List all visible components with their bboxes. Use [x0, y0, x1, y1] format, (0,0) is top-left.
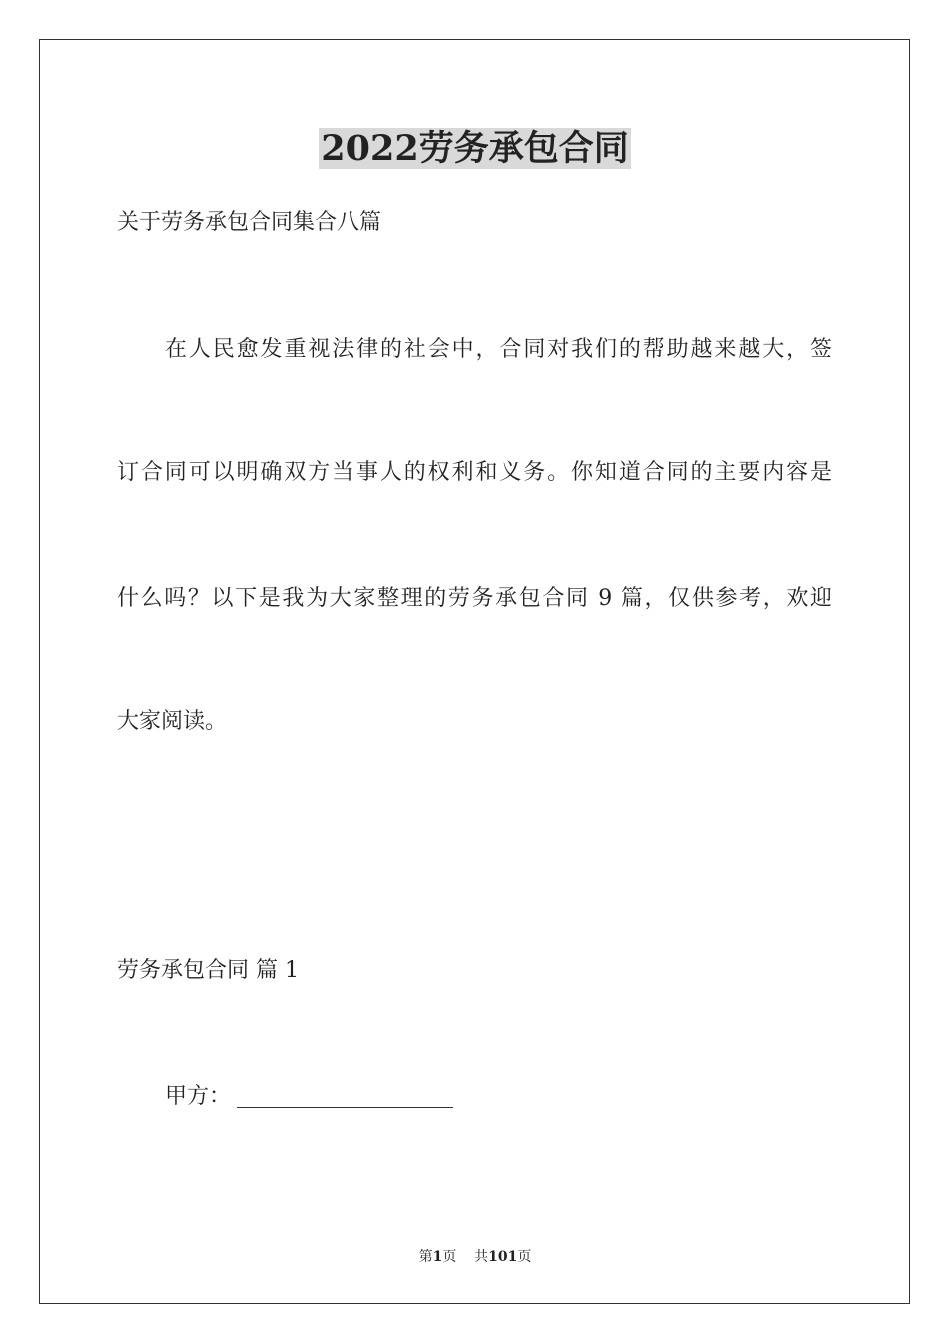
- footer-total-pages: 101: [488, 1249, 518, 1265]
- party-a-label: 甲方：: [165, 1084, 232, 1109]
- intro-line-3: 什么吗？以下是我为大家整理的劳务承包合同 9 篇，仅供参考，欢迎: [117, 586, 832, 611]
- document-subtitle: 关于劳务承包合同集合八篇: [117, 210, 382, 235]
- intro-line-4: 大家阅读。: [117, 709, 228, 734]
- section-heading: 劳务承包合同 篇 1: [117, 958, 299, 983]
- intro-line-1: 在人民愈发重视法律的社会中，合同对我们的帮助越来越大，签: [165, 337, 832, 362]
- footer-total-prefix: 共: [474, 1249, 489, 1265]
- intro-line-2: 订合同可以明确双方当事人的权利和义务。你知道合同的主要内容是: [117, 460, 832, 485]
- footer-page-number: 1: [432, 1249, 443, 1265]
- party-a-blank: [237, 1085, 453, 1108]
- document-title-text: 2022劳务承包合同: [321, 128, 629, 169]
- footer-page-prefix: 第: [418, 1249, 433, 1265]
- document-title: [0, 127, 950, 171]
- footer-total-suffix: 页: [517, 1249, 532, 1265]
- party-a-field: [165, 1082, 453, 1112]
- footer-page-suffix: 页: [442, 1249, 457, 1265]
- page-footer: [0, 1247, 950, 1267]
